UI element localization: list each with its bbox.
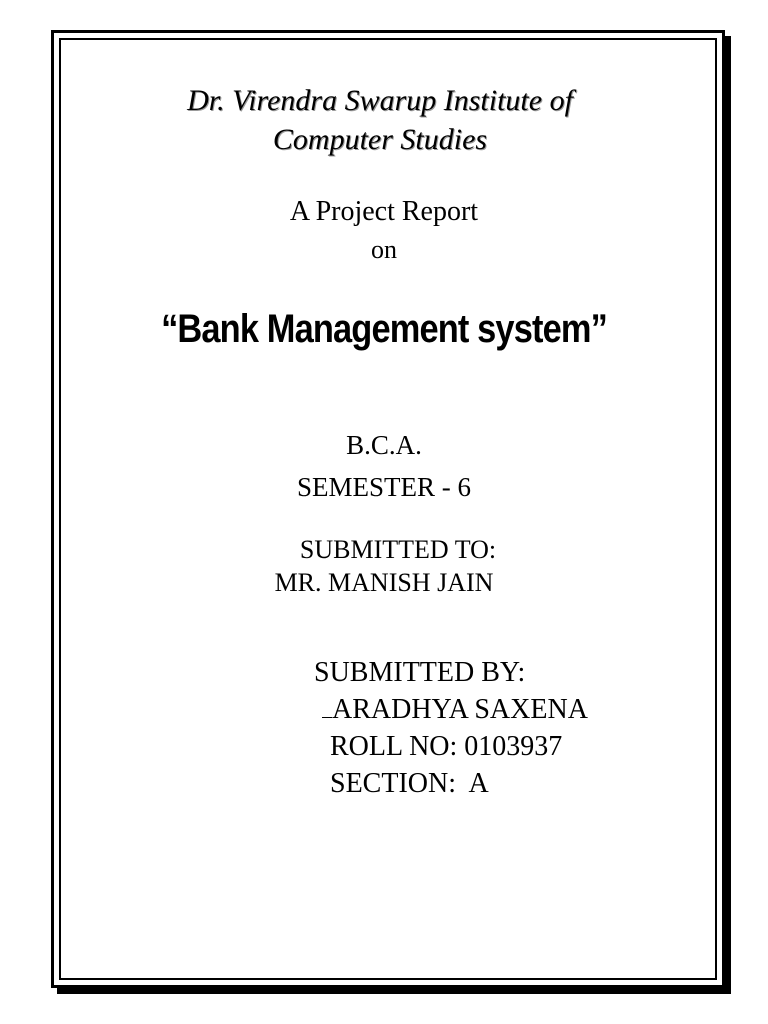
submitted-to-name: MR. MANISH JAIN (274, 568, 494, 597)
semester: SEMESTER - 6 (296, 472, 471, 502)
report-on: on (371, 235, 397, 264)
institute-name-line2: Computer Studies (272, 123, 488, 156)
section: SECTION: A (330, 768, 489, 799)
degree: B.C.A. (346, 430, 422, 460)
project-title: “Bank Management system” (161, 307, 607, 351)
page-border-inner (59, 38, 717, 980)
underline-mark (322, 695, 332, 718)
roll-number: ROLL NO: 0103937 (330, 731, 563, 762)
submitted-by-label: SUBMITTED BY: (314, 657, 526, 688)
report-heading: A Project Report (289, 196, 479, 227)
student-name-row (314, 692, 588, 729)
submitted-to-label: SUBMITTED TO: (299, 535, 497, 564)
student-name: ARADHYA SAXENA (332, 694, 588, 725)
institute-name-line1: Dr. Virendra Swarup Institute of (187, 84, 573, 117)
submitted-by-block (314, 655, 588, 803)
